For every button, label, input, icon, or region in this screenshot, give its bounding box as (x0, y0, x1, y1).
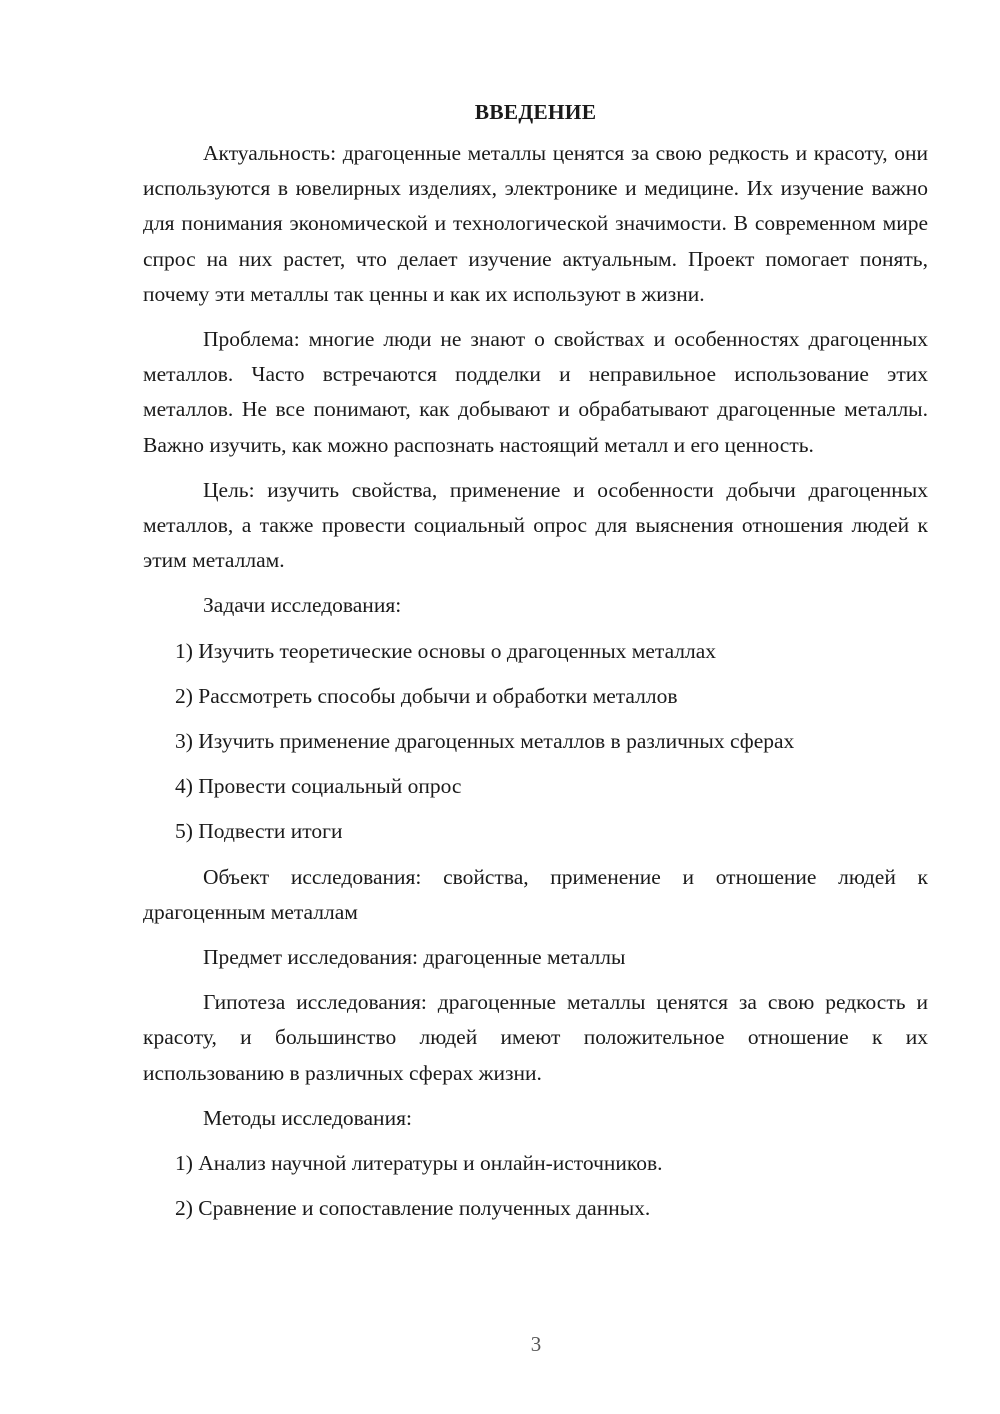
methods-list (143, 1146, 928, 1226)
methods-heading: Методы исследования: (203, 1105, 412, 1130)
list-item: 5) Подвести итоги (175, 819, 343, 844)
list-item: 4) Провести социальный опрос (175, 774, 462, 799)
page-number: 3 (530, 1332, 542, 1356)
list-item: 2) Сравнение и сопоставление полученных данных. (175, 1196, 651, 1221)
section-title: ВВЕДЕНИЕ (474, 100, 597, 124)
problem-paragraph: Проблема: многие люди не знают о свойствах и особенностях драгоценных металлов. Часто встречаются подделки и неправильное использование этих металлов. Не все понимают, как добывают и обрабатывают драгоценные металлы. Важно изучить, как можно распознать настоящий металл и его ценность. (143, 327, 928, 457)
goal-paragraph: Цель: изучить свойства, применение и особенности добычи драгоценных металлов, а также провести социальный опрос для выяснения отношения людей к этим металлам. (143, 477, 928, 573)
list-item: 1) Анализ научной литературы и онлайн-источников. (175, 1151, 663, 1176)
list-item: 3) Изучить применение драгоценных металлов в различных сферах (175, 729, 795, 754)
subject-paragraph: Предмет исследования: драгоценные металлы (203, 945, 626, 970)
relevance-paragraph: Актуальность: драгоценные металлы ценятся за свою редкость и красоту, они используются в ювелирных изделиях, электронике и медицине. Их изучение важно для понимания экономической и технологической значимости. В современном мире спрос на них растет, что делает изучение актуальным. Проект помогает понять, почему эти металлы так ценны и как их используют в жизни. (143, 141, 928, 306)
tasks-heading: Задачи исследования: (203, 593, 402, 618)
object-paragraph: Объект исследования: свойства, применение и отношение людей к драгоценным металлам (143, 864, 928, 924)
tasks-list (143, 634, 928, 850)
list-item: 1) Изучить теоретические основы о драгоценных металлах (175, 638, 717, 663)
list-item: 2) Рассмотреть способы добычи и обработки металлов (175, 683, 678, 708)
hypothesis-paragraph: Гипотеза исследования: драгоценные металлы ценятся за свою редкость и красоту, и большинство людей имеют положительное отношение к их использованию в различных сферах жизни. (143, 990, 928, 1085)
document-body (143, 98, 928, 1236)
